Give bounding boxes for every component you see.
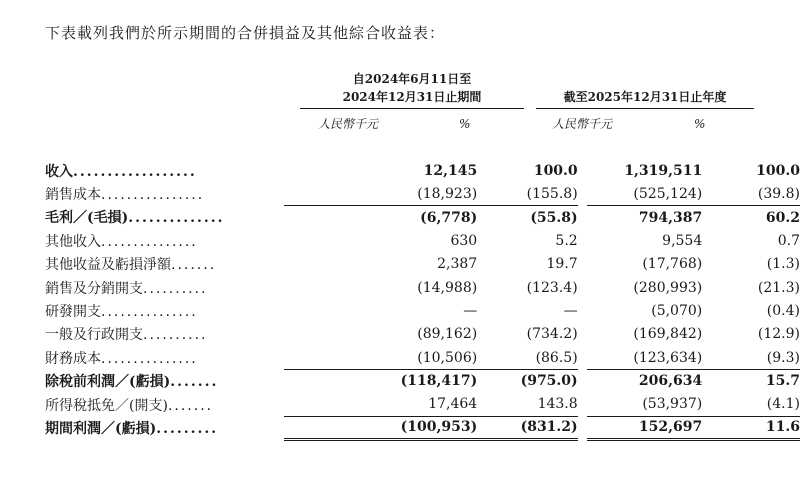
leader-dots: ............... [101, 233, 198, 250]
leader-dots: ....... [171, 257, 217, 274]
row-label-text: 財務成本 [45, 350, 101, 367]
cell-v2: 206,634 [587, 370, 702, 393]
cell-v2: 794,387 [587, 206, 702, 229]
cell-v2: (280,993) [633, 279, 703, 296]
row-label [45, 393, 284, 416]
leader-dots: ............... [101, 350, 198, 367]
period1-header [300, 70, 524, 106]
cell-v2: 152,697 [587, 416, 702, 439]
cell-v1: 17,464 [428, 396, 478, 413]
cell-p1: 100.0 [533, 162, 578, 179]
column-gap [578, 370, 587, 393]
table-row [45, 393, 800, 416]
row-label [45, 206, 284, 229]
leader-dots: .................. [73, 163, 197, 180]
cell-p1: 5.2 [555, 232, 578, 249]
table-row [45, 299, 800, 322]
cell-v2: (53,937) [642, 396, 703, 413]
unit-pct-period1: % [459, 117, 471, 131]
table-row [45, 346, 800, 369]
leader-dots: .......... [143, 327, 208, 344]
row-label-text: 一般及行政開支 [45, 327, 143, 344]
row-label [45, 159, 284, 182]
cell-v1: 630 [450, 232, 478, 249]
cell-v2: 9,554 [662, 232, 703, 249]
cell-p1: (155.8) [526, 185, 578, 202]
period1-header-line1: 自2024年6月11日至 [352, 72, 472, 86]
cell-p2: (39.8) [757, 185, 800, 202]
row-label [45, 299, 284, 322]
cell-v2: (5,070) [651, 303, 703, 320]
cell-p1: — [563, 303, 578, 320]
row-label-text: 毛利／(毛損) [45, 210, 129, 227]
cell-v2: 1,319,511 [624, 162, 703, 179]
cell-v1: 2,387 [437, 256, 478, 273]
row-label [45, 323, 284, 346]
leader-dots: ....... [170, 374, 219, 391]
cell-p1: (831.2) [477, 416, 577, 439]
table-row [45, 370, 800, 393]
cell-p1: (734.2) [526, 326, 578, 343]
cell-p1: (55.8) [477, 206, 577, 229]
row-label-text: 研發開支 [45, 304, 101, 321]
column-gap [578, 159, 587, 182]
row-label [45, 346, 284, 369]
column-gap [578, 323, 587, 346]
row-label [45, 229, 284, 252]
cell-v1: (18,923) [417, 185, 478, 202]
table-row [45, 182, 800, 205]
column-gap [578, 182, 587, 205]
column-gap [578, 393, 587, 416]
cell-p2: 11.6 [702, 416, 800, 439]
unit-pct-period2: % [694, 117, 706, 131]
table-row [45, 229, 800, 252]
cell-p2: 15.7 [702, 370, 800, 393]
cell-p1: 19.7 [546, 256, 578, 273]
period2-header-rule [536, 108, 754, 109]
period1-header-rule [300, 108, 524, 109]
cell-p1: (975.0) [477, 370, 577, 393]
column-gap [578, 276, 587, 299]
cell-p2: (1.3) [766, 256, 800, 273]
row-label-text: 所得稅抵免／(開支) [45, 397, 168, 414]
row-label-text: 銷售及分銷開支 [45, 280, 143, 297]
cell-p2: (12.9) [757, 326, 800, 343]
leader-dots: .......... [143, 280, 208, 297]
leader-dots: ............... [101, 304, 198, 321]
leader-dots: ......... [156, 420, 219, 437]
cell-p2: (0.4) [766, 303, 800, 320]
cell-p1: 143.8 [537, 396, 578, 413]
table-row [45, 159, 800, 182]
cell-p2: (9.3) [766, 349, 800, 366]
leader-dots: ................ [101, 187, 205, 204]
table-row [45, 206, 800, 229]
row-label [45, 182, 284, 205]
column-gap [578, 416, 587, 439]
row-label [45, 276, 284, 299]
period1-header-line2: 2024年12月31日止期間 [342, 90, 482, 104]
cell-v1: (14,988) [417, 279, 478, 296]
cell-p2: 0.7 [777, 232, 800, 249]
cell-v1: (10,506) [417, 349, 478, 366]
unit-rmb-period1: 人民幣千元 [318, 117, 379, 131]
cell-v2: (123,634) [633, 349, 703, 366]
table-row [45, 253, 800, 276]
table-row [45, 276, 800, 299]
leader-dots: ....... [167, 397, 214, 414]
row-label-text: 銷售成本 [45, 187, 101, 204]
row-label-text: 期間利潤／(虧損) [45, 420, 157, 437]
cell-v2: (17,768) [642, 256, 703, 273]
period2-header: 截至2025年12月31日止年度 [563, 90, 727, 104]
column-gap [578, 346, 587, 369]
row-label [45, 253, 284, 276]
table-row [45, 416, 800, 439]
unit-rmb-period2: 人民幣千元 [552, 117, 613, 131]
intro-text: 下表載列我們於所示期間的合併損益及其他綜合收益表： [45, 24, 446, 42]
cell-v1: (89,162) [417, 326, 478, 343]
row-label [45, 370, 284, 393]
row-label-text: 其他收益及虧損淨額 [45, 257, 171, 274]
cell-v2: (169,842) [633, 326, 703, 343]
row-label [45, 416, 284, 439]
column-gap [578, 206, 587, 229]
cell-v1: (100,953) [284, 416, 477, 439]
row-label-text: 除稅前利潤／(虧損) [45, 374, 171, 391]
row-label-text: 其他收入 [45, 233, 101, 250]
cell-p2: 60.2 [702, 206, 800, 229]
cell-p1: (86.5) [535, 349, 578, 366]
income-statement-table [45, 159, 800, 441]
table-row [45, 323, 800, 346]
cell-p2: (4.1) [766, 396, 800, 413]
cell-v1: — [463, 303, 478, 320]
cell-p1: (123.4) [526, 279, 578, 296]
cell-p2: 100.0 [756, 162, 800, 179]
cell-p2: (21.3) [757, 279, 800, 296]
row-label-text: 收入 [45, 163, 73, 180]
column-gap [578, 229, 587, 252]
column-gap [578, 253, 587, 276]
column-gap [578, 299, 587, 322]
leader-dots: .............. [128, 210, 225, 227]
cell-v2: (525,124) [633, 185, 703, 202]
cell-v1: (118,417) [284, 370, 477, 393]
cell-v1: 12,145 [423, 162, 478, 179]
cell-v1: (6,778) [284, 206, 477, 229]
